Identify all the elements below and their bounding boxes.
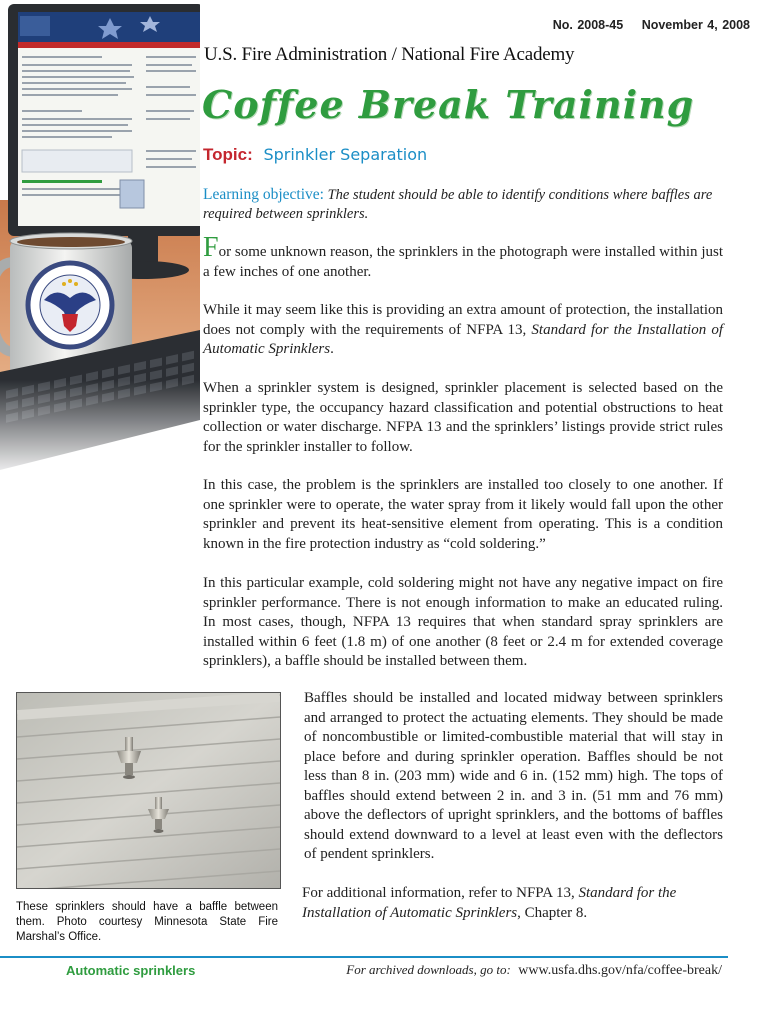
objective-label: Learning objective:: [203, 186, 324, 203]
photo-caption: These sprinklers should have a baffle between them. Photo courtesy Minnesota State Fire Marshal’s Office.: [16, 901, 278, 943]
paragraph-1-text: or some unknown reason, the sprinklers in the photograph were installed within just a few inches of one another.: [203, 244, 723, 280]
learning-objective: [203, 185, 723, 224]
paragraph-4: [203, 476, 723, 554]
agency-name: U.S. Fire Administration / National Fire Academy: [204, 44, 575, 65]
footer-category: Automatic sprinklers: [66, 963, 196, 978]
footer-divider: [0, 956, 728, 958]
paragraph-7-text: For additional information, refer to NFPA 13,: [302, 885, 579, 901]
paragraph-2-text: While it may seem like this is providing an extra amount of protection, the installation does not comply with the requirements of NFPA 13,: [203, 302, 723, 338]
issue-info: [553, 18, 750, 32]
issue-date: November 4, 2008: [641, 18, 750, 32]
series-title: Coffee Break Training: [202, 82, 695, 127]
paragraph-3-text: When a sprinkler system is designed, sprinkler placement is selected based on the sprinkler type, the occupancy hazard classification and potential obstructions to heat collection or water discharge. NFPA 13 and the sprinklers’ listings provide strict rules for the sprinkler installer to follow.: [203, 380, 723, 455]
sprinklers-ceiling-image: [17, 693, 280, 888]
topic-value: Sprinkler Separation: [263, 145, 428, 164]
paragraph-6-text: Baffles should be installed and located midway between sprinklers and arranged to protect the actuating elements. They should be made of noncombustible or limited-combustible material that will stay in place before and during sprinkler operation. Baffles should be not less than 8 in. (203 mm) wide and 6 in. (152 mm) high. The tops of baffles should extend between 2 in. and 3 in. (51 mm and 76 mm) above the deflectors of upright sprinklers, and the bottoms of baffles should extend downward to a level at least even with the deflectors of pendent sprinklers.: [304, 690, 723, 862]
standard-title: Standard for the Installation of Automatic Sprinklers: [203, 321, 723, 357]
paragraph-2-end: .: [330, 341, 334, 357]
computer-mug-keyboard-illustration: [0, 0, 200, 480]
sprinkler-photo: [16, 692, 281, 889]
drop-cap: F: [203, 232, 219, 263]
paragraph-7: [302, 884, 723, 923]
archive-link[interactable]: www.usfa.dhs.gov/nfa/coffee-break/: [518, 963, 722, 978]
objective-text: The student should be able to identify conditions where baffles are required between sprinklers.: [203, 187, 713, 222]
paragraph-5-text: In this particular example, cold soldering might not have any negative impact on fire sprinkler performance. There is not enough information to make an educated ruling. In most cases, though, NFPA 13 requires that when standard spray sprinklers are installed within 6 feet (1.8 m) of one another (8 feet or 2.4 m for extended coverage sprinklers), a baffle should be installed between them.: [203, 575, 723, 669]
archive-label: For archived downloads, go to:: [346, 962, 511, 977]
paragraph-7-end: , Chapter 8.: [517, 904, 588, 921]
paragraph-3: [203, 379, 723, 457]
paragraph-1: [203, 232, 723, 282]
topic-label: Topic:: [203, 145, 253, 164]
paragraph-4-text: In this case, the problem is the sprinklers are installed too closely to one another. If one sprinkler were to operate, the water spray from it likely would fall upon the other sprinkler and prevent its heat-sensitive element from operating. This is a condition known in the fire protection industry as “cold soldering.”: [203, 477, 723, 552]
header-illustration: [0, 0, 200, 480]
paragraph-2: [203, 301, 723, 360]
topic-line: [203, 145, 427, 165]
issue-number: No. 2008-45: [552, 18, 624, 32]
standard-title-2: Standard for the Installation of Automatic Sprinklers: [302, 885, 677, 921]
paragraph-6: [304, 689, 723, 865]
footer-archive: [346, 962, 722, 979]
paragraph-5: [203, 574, 723, 672]
